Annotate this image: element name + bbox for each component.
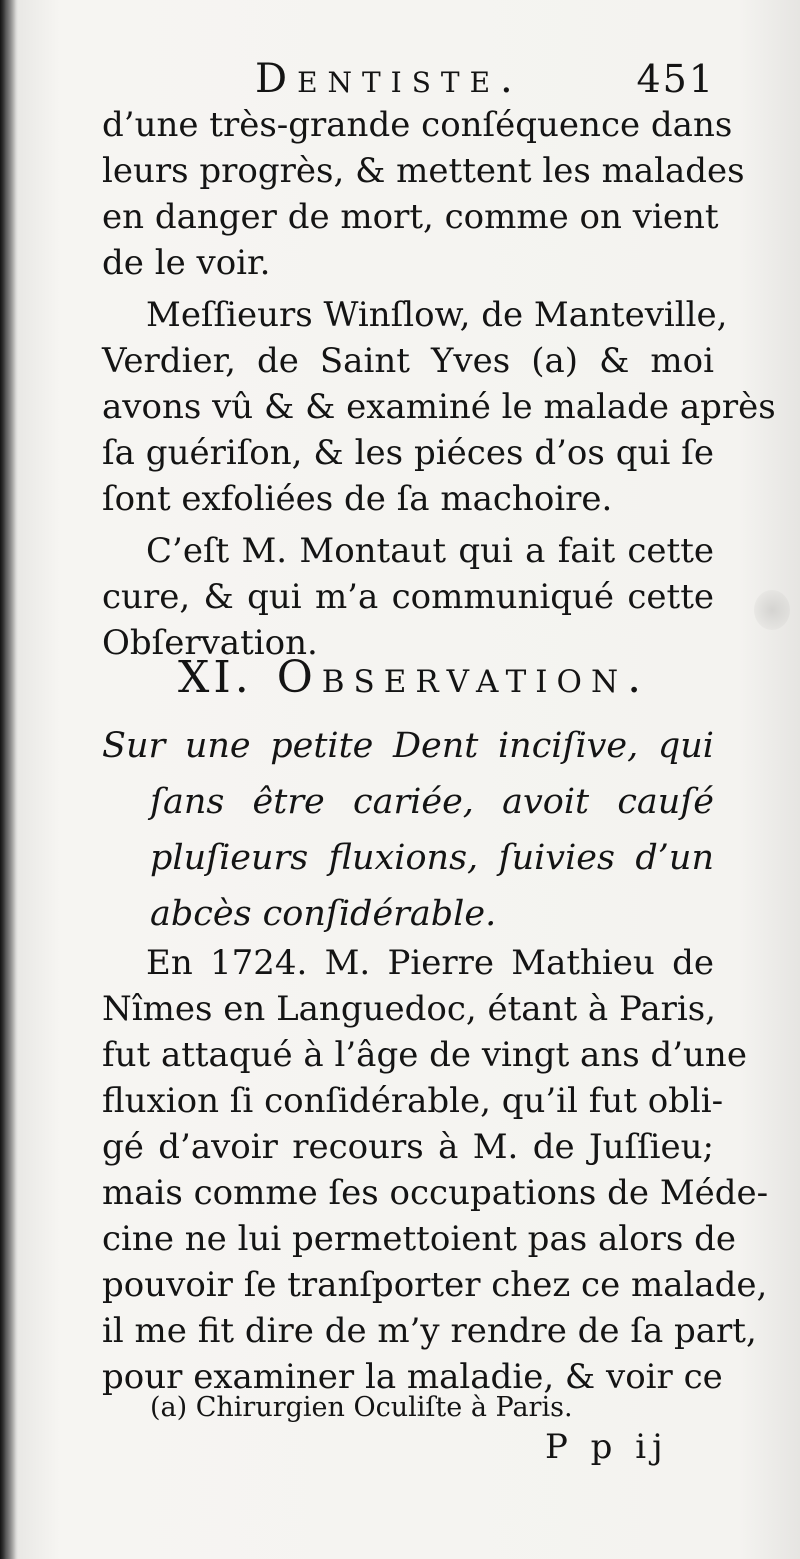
subtitle-line: Sur une petite Dent inciſive, qui (102, 726, 714, 766)
text-line: Obſervation. (102, 623, 318, 663)
text-line: en danger de mort, comme on vient (102, 197, 719, 237)
text-line: leurs progrès, & mettent les malades (102, 151, 745, 191)
text-line: de le voir. (102, 243, 271, 283)
subtitle-line: pluſieurs fluxions, ſuivies d’un (150, 838, 714, 878)
text-line: fluxion ſi conſidérable, qu’il fut obli- (102, 1081, 724, 1121)
text-line: pouvoir ſe tranſporter chez ce malade, (102, 1265, 768, 1305)
observation-number: XI. (178, 652, 253, 703)
text-line: ſa guériſon, & les piéces d’os qui ſe (102, 433, 714, 473)
text-line: mais comme ſes occupations de Méde- (102, 1173, 769, 1213)
text-line: d’une très-grande conſéquence dans (102, 105, 733, 145)
text-line: cine ne lui permettoient pas alors de (102, 1219, 736, 1259)
text-line: pour examiner la maladie, & voir ce (102, 1357, 723, 1397)
text-line: il me fit dire de m’y rendre de ſa part, (102, 1311, 757, 1351)
ink-bleed-mark (754, 590, 790, 630)
page-header (255, 52, 715, 106)
text-line: Nîmes en Languedoc, étant à Paris, (102, 989, 716, 1029)
text-line: cure, & qui m’a communiqué cette (102, 577, 714, 617)
subtitle-line: abcès conſidérable. (150, 894, 497, 934)
text-line: En 1724. M. Pierre Mathieu de (146, 943, 714, 983)
body-text-bottom (102, 940, 769, 1400)
text-line: fut attaqué à l’âge de vingt ans d’une (102, 1035, 747, 1075)
text-line: gé d’avoir recours à M. de Juſſieu; (102, 1127, 714, 1167)
page-number: 451 (636, 57, 715, 101)
text-line: C’eſt M. Montaut qui a fait cette (146, 531, 714, 571)
observation-heading (178, 650, 718, 706)
signature-mark: P p ij (545, 1427, 669, 1467)
text-line: Verdier, de Saint Yves (a) & moi (102, 341, 714, 381)
running-title: Dentiste. (255, 56, 523, 102)
subtitle-line: ſans être cariée, avoit cauſé (150, 782, 714, 822)
gutter-shadow (0, 0, 16, 1559)
body-text-top (102, 102, 776, 666)
observation-word: Observation. (276, 652, 651, 703)
text-line: ſont exfoliées de ſa machoire. (102, 479, 613, 519)
text-line: Meſſieurs Winſlow, de Manteville, (146, 295, 728, 335)
text-line: avons vû & & examiné le malade après (102, 387, 776, 427)
footnote: (a) Chirurgien Oculiſte à Paris. (150, 1392, 573, 1423)
observation-subtitle (102, 718, 714, 942)
